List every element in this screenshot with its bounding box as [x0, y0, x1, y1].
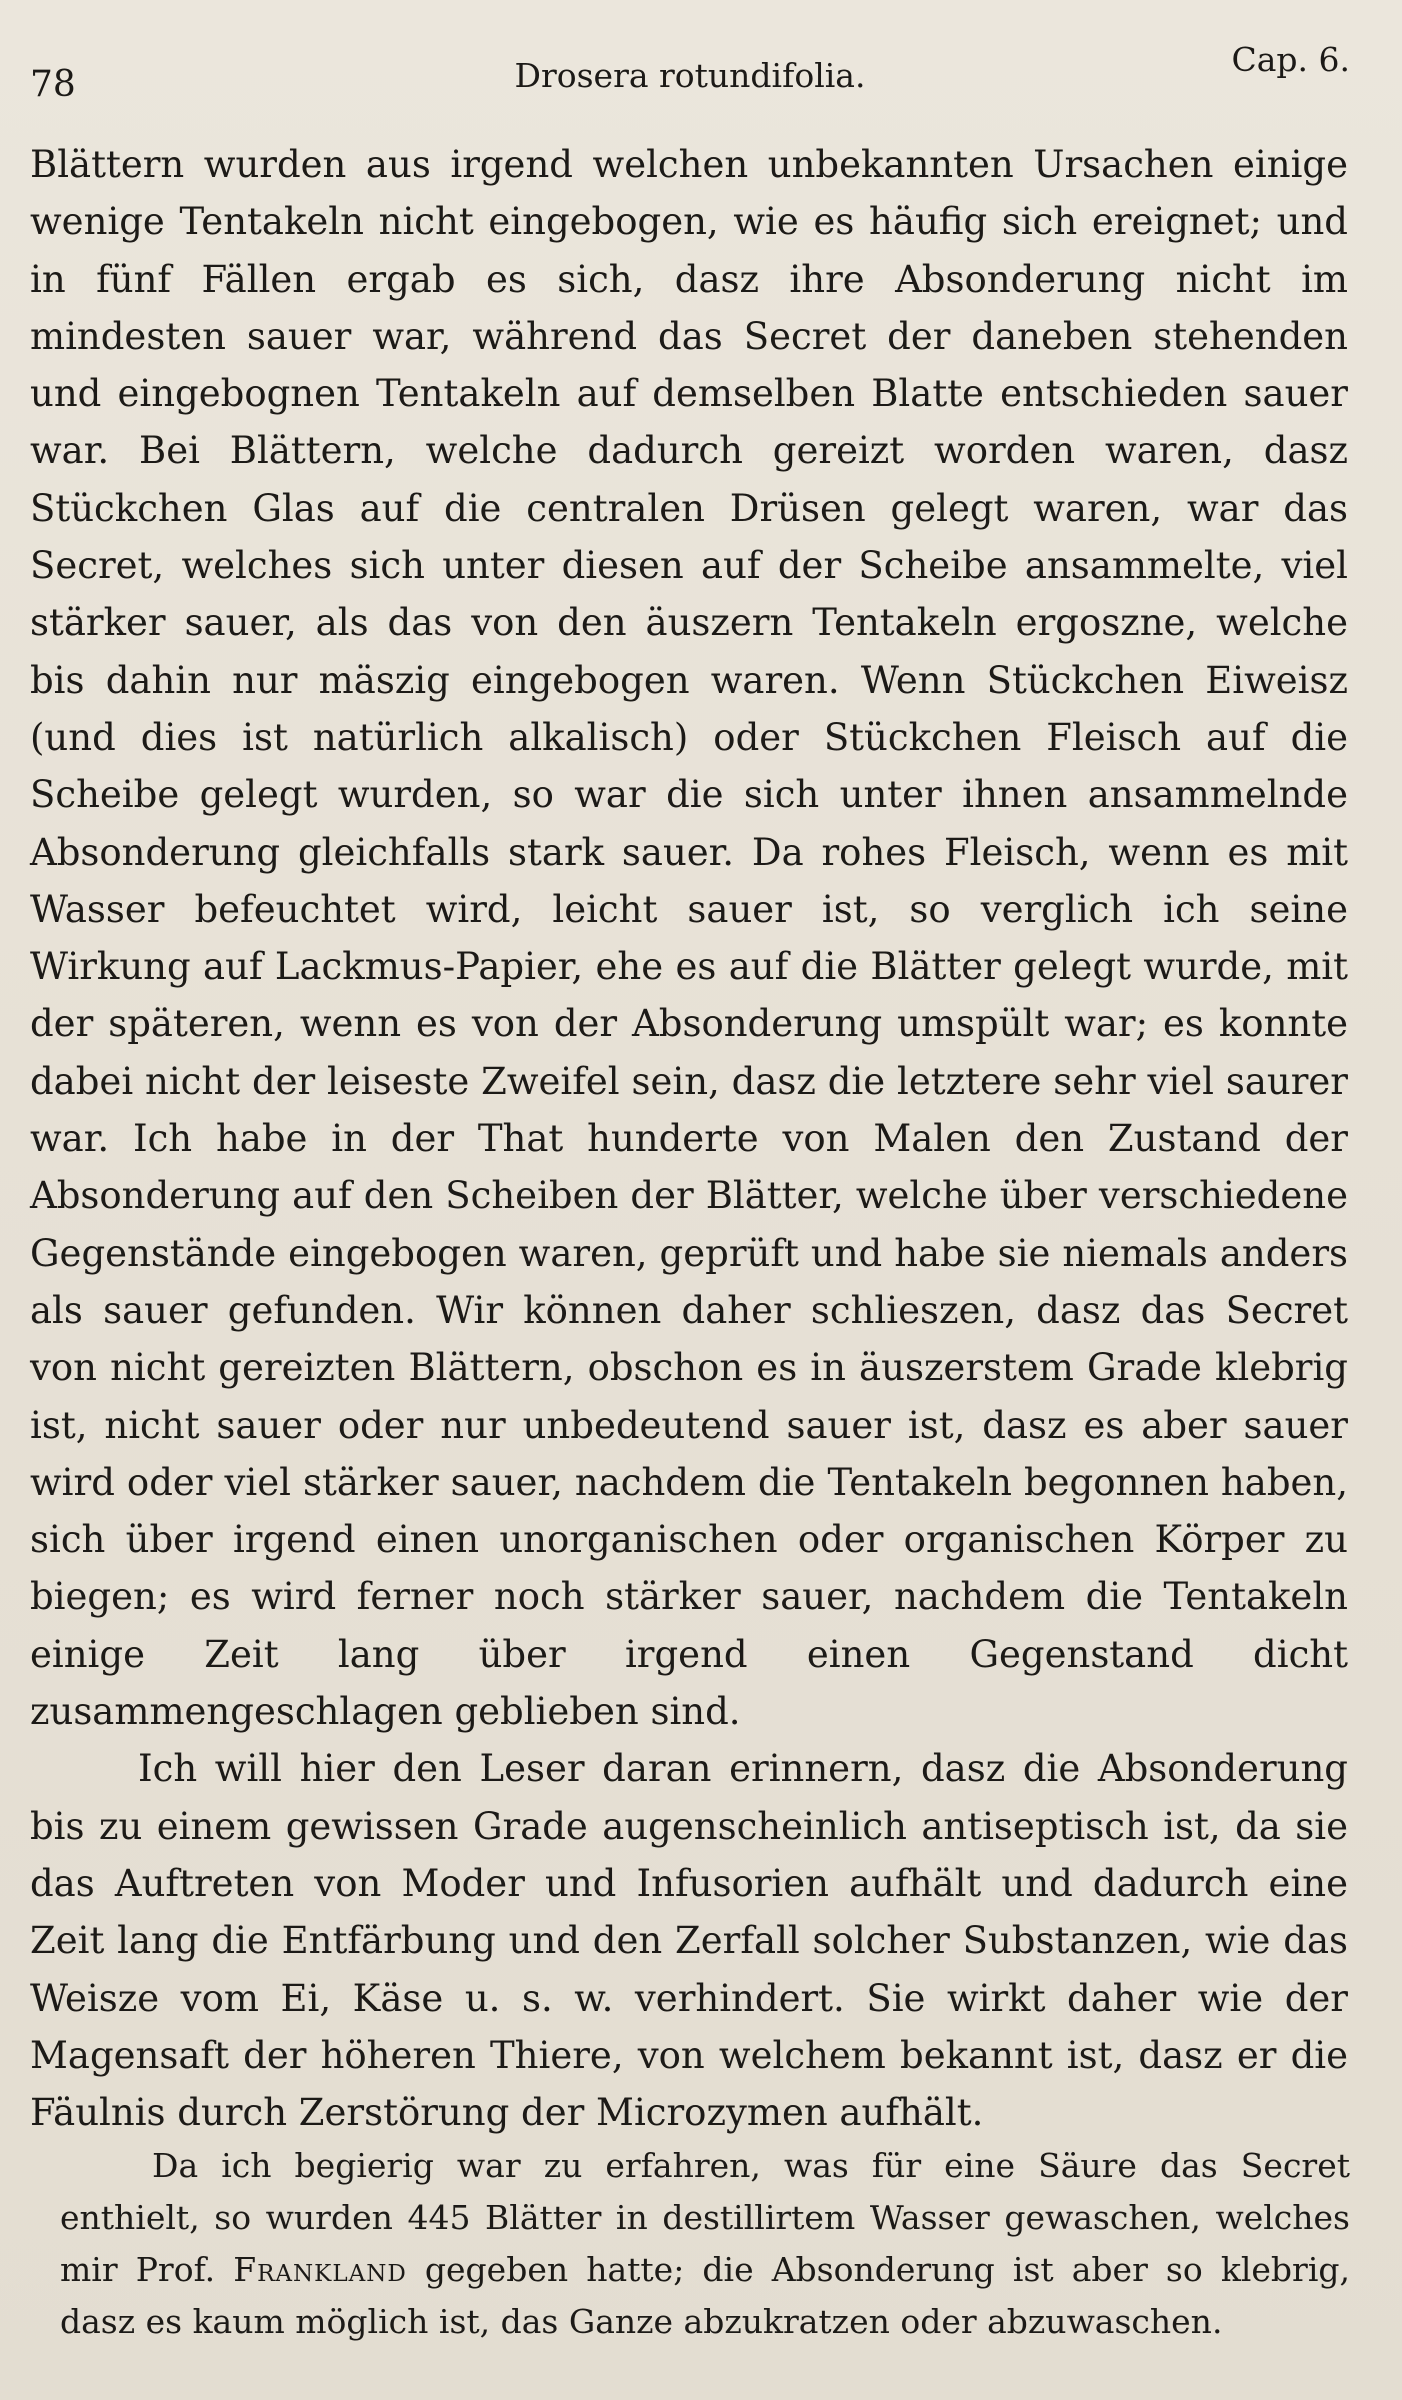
footnote-paragraph — [60, 2140, 1350, 2348]
main-text — [30, 136, 1348, 2141]
chapter-label: Cap. 6. — [1231, 40, 1350, 79]
footnote-text-start: Da ich begierig war zu erfahren, was für eine Säure das Secret enthielt, so wurden 445 Blätter in destillirtem Wasser gewaschen, welches mir Prof. — [60, 2146, 1350, 2289]
page-header — [30, 36, 1350, 106]
footnote-author-name: Frankland — [233, 2250, 407, 2289]
footnote-text-end: gegeben hatte; die Absonderung ist aber so klebrig, dasz es kaum möglich ist, das Ganze abzukratzen oder abzuwaschen. — [60, 2250, 1350, 2341]
page-number: 78 — [30, 64, 76, 105]
footnote — [60, 2140, 1350, 2348]
running-title: Drosera rotundifolia. — [514, 56, 866, 95]
paragraph-2: Ich will hier den Leser daran erinnern, dasz die Absonderung bis zu einem gewissen Grade augenscheinlich antiseptisch ist, da sie das Auftreten von Moder und Infusorien aufhält und dadurch eine Zeit lang die Entfärbung und den Zerfall solcher Substanzen, wie das Weisze vom Ei, Käse u. s. w. verhindert. Sie wirkt daher wie der Magensaft der höheren Thiere, von welchem bekannt ist, dasz er die Fäulnis durch Zerstörung der Microzymen aufhält. — [30, 1747, 1348, 2135]
paragraph-1: Blättern wurden aus irgend welchen unbekannten Ursachen einige wenige Tentakeln nicht eingebogen, wie es häufig sich ereignet; und in fünf Fällen ergab es sich, dasz ihre Absonderung nicht im mindesten sauer war, während das Secret der daneben stehenden und eingebognen Tentakeln auf demselben Blatte entschieden sauer war. Bei Blättern, welche dadurch gereizt worden waren, dasz Stückchen Glas auf die centralen Drüsen gelegt waren, war das Secret, welches sich unter diesen auf der Scheibe ansammelte, viel stärker sauer, als das von den äuszern Tentakeln ergoszne, welche bis dahin nur mäszig eingebogen waren. Wenn Stückchen Eiweisz (und dies ist natürlich alkalisch) oder Stückchen Fleisch auf die Scheibe gelegt wurden, so war die sich unter ihnen ansammelnde Absonderung gleichfalls stark sauer. Da rohes Fleisch, wenn es mit Wasser befeuchtet wird, leicht sauer ist, so verglich ich seine Wirkung auf Lackmus-Papier, ehe es auf die Blätter gelegt wurde, mit der späteren, wenn es von der Absonderung umspült war; es konnte dabei nicht der leiseste Zweifel sein, dasz die letztere sehr viel saurer war. Ich habe in der That hunderte von Malen den Zustand der Absonderung auf den Scheiben der Blätter, welche über verschiedene Gegenstände eingebogen waren, geprüft und habe sie niemals anders als sauer gefunden. Wir können daher schlieszen, dasz das Secret von nicht gereizten Blättern, obschon es in äuszerstem Grade klebrig ist, nicht sauer oder nur unbedeutend sauer ist, dasz es aber sauer wird oder viel stärker sauer, nachdem die Tentakeln begonnen haben, sich über irgend einen unorganischen oder organischen Körper zu biegen; es wird ferner noch stärker sauer, nachdem die Tentakeln einige Zeit lang über irgend einen Gegenstand dicht zusammengeschlagen geblieben sind. — [30, 143, 1348, 1734]
